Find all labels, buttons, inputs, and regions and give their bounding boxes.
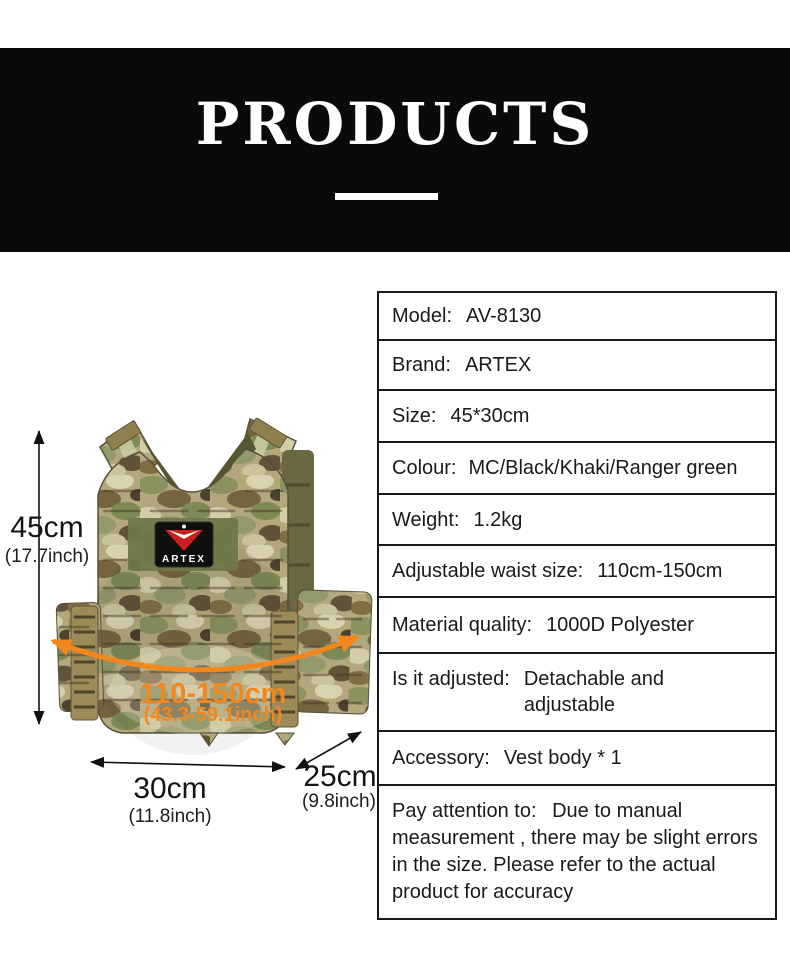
width-dimension-arrow — [91, 762, 285, 767]
spec-value: Due to manual measurement , there may be slight errors in the size. Please refer to the actual product for accuracy — [392, 800, 758, 903]
waist-range-inch-label: (43.3-59.1inch) — [143, 704, 283, 726]
spec-row-weight — [379, 495, 775, 546]
banner-underline — [335, 193, 438, 200]
spec-row-model — [379, 293, 775, 341]
spec-label: Brand: — [392, 354, 451, 376]
spec-label: Pay attention to: — [392, 800, 537, 822]
width-inch-label: (11.8inch) — [128, 806, 212, 827]
products-banner — [0, 48, 790, 252]
spec-row-waist-size — [379, 546, 775, 598]
spec-value: 1.2kg — [473, 508, 523, 531]
spec-value: ARTEX — [464, 354, 532, 376]
vest-wing-right — [294, 590, 372, 715]
spec-table — [377, 291, 777, 920]
waist-range-label: 110-150cm — [139, 678, 287, 710]
artex-brand-patch — [128, 518, 238, 571]
banner-title: PRODUCTS — [195, 90, 595, 158]
cummerbund-buckle-left — [71, 606, 98, 720]
spec-label: Accessory: — [392, 747, 490, 769]
spec-row-adjustable — [379, 654, 775, 732]
spec-label: Model: — [392, 305, 453, 327]
depth-inch-label: (9.8inch) — [302, 791, 376, 812]
spec-row-accessory — [379, 732, 775, 786]
spec-value: Detachable and adjustable — [523, 668, 664, 716]
spec-row-brand — [379, 341, 775, 391]
spec-row-material — [379, 598, 775, 654]
spec-label: Weight: — [392, 508, 460, 531]
spec-row-size — [379, 391, 775, 443]
spec-label: Adjustable waist size: — [392, 560, 584, 582]
width-label: 30cm — [133, 772, 207, 805]
spec-label: Colour: — [392, 457, 457, 479]
spec-label: Is it adjusted: — [392, 668, 510, 690]
height-inch-label: (17.7inch) — [4, 546, 90, 567]
spec-value: AV-8130 — [466, 305, 542, 327]
patch-brand-text: ARTEX — [162, 554, 206, 565]
spec-value: 1000D Polyester — [546, 614, 694, 636]
height-label: 45cm — [10, 511, 84, 544]
depth-label: 25cm — [303, 760, 377, 793]
spec-value: Vest body * 1 — [503, 747, 622, 769]
spec-value: MC/Black/Khaki/Ranger green — [468, 457, 738, 479]
spec-row-attention — [379, 786, 775, 918]
spec-value: 45*30cm — [450, 405, 530, 427]
spec-row-colour — [379, 443, 775, 495]
spec-label: Material quality: — [392, 614, 533, 636]
spec-label: Size: — [392, 405, 437, 427]
spec-value: 110cm-150cm — [597, 560, 723, 582]
